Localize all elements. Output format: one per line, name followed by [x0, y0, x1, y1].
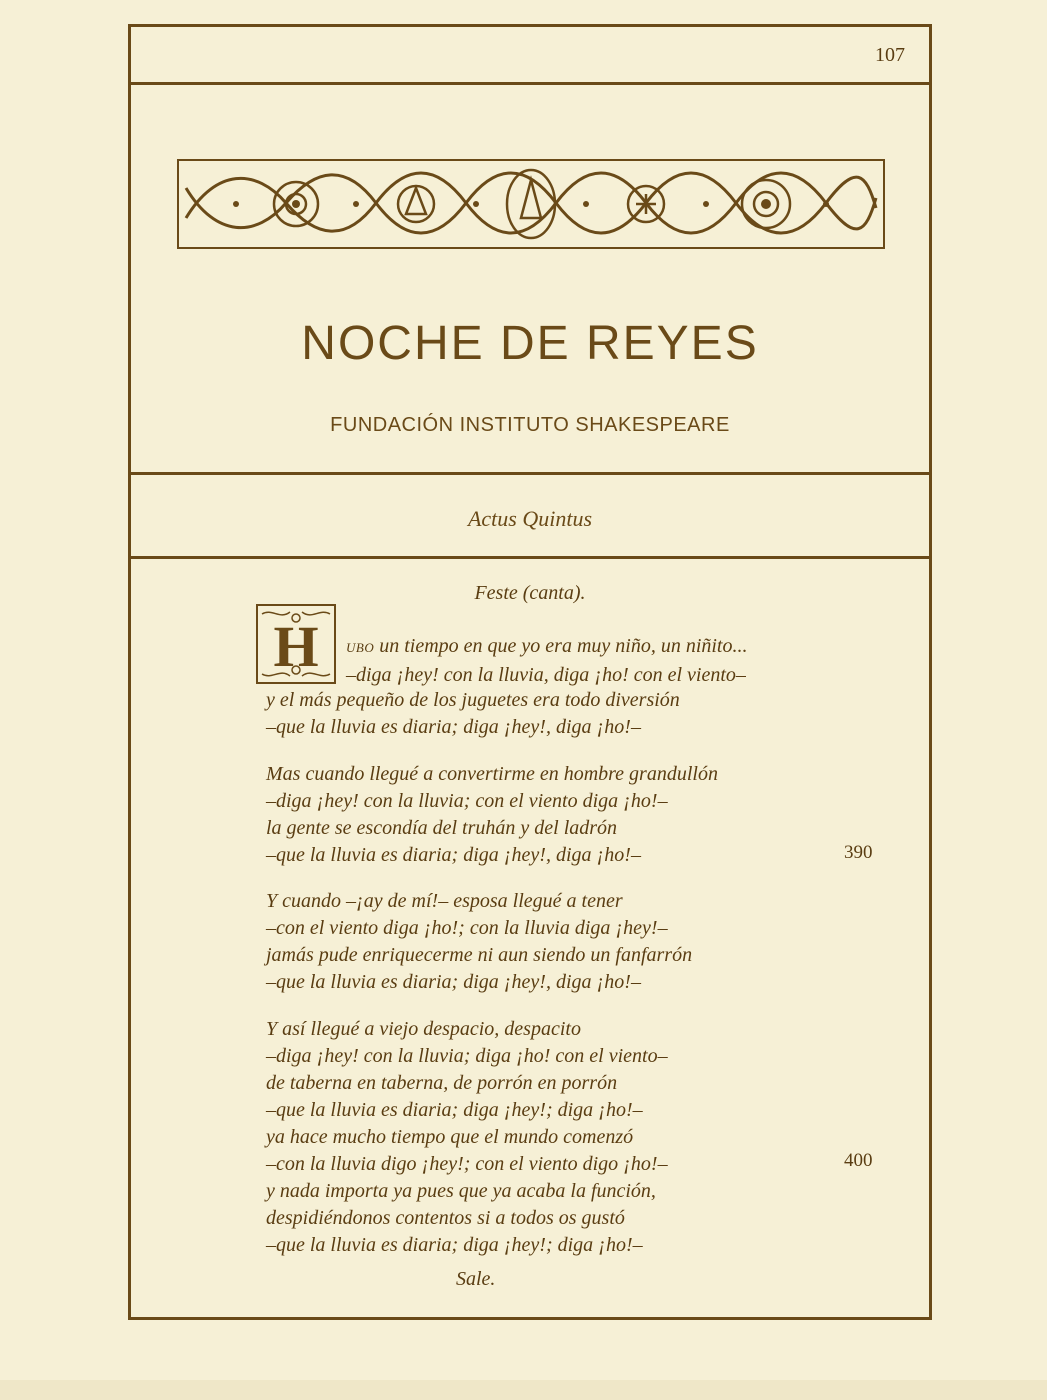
verse-line: Y así llegué a viejo despacio, despacito [266, 1018, 581, 1040]
dropcap-letter: H [273, 614, 319, 679]
verse-line: y el más pequeño de los juguetes era todo diversión [266, 689, 680, 711]
ornamental-headpiece-icon [176, 158, 886, 250]
verse-line: la gente se escondía del truhán y del ladrón [266, 817, 618, 839]
verse-line: Mas cuando llegué a convertirme en hombre grandullón [266, 763, 718, 785]
stanza-2 [266, 761, 718, 869]
line-number-400: 400 [844, 1150, 873, 1171]
verse-line: de taberna en taberna, de porrón en porrón [266, 1072, 618, 1094]
verse-first-line [346, 635, 748, 658]
page-number: 107 [875, 44, 905, 66]
first-line-rest: un tiempo en que yo era muy niño, un niñito... [374, 635, 748, 657]
verse-line: y nada importa ya pues que ya acaba la función, [266, 1180, 656, 1202]
verse-line: –que la lluvia es diaria; diga ¡hey!, diga ¡ho!– [266, 716, 641, 738]
header-rule [128, 82, 929, 85]
act-rule [128, 556, 929, 559]
paper-edge [0, 1380, 1047, 1400]
dropcap-h-icon [256, 604, 336, 684]
stanza-4 [266, 1016, 668, 1259]
verse-line: despidiéndonos contentos si a todos os gustó [266, 1207, 625, 1229]
verse-line: –diga ¡hey! con la lluvia, diga ¡ho! con el viento– [346, 664, 746, 686]
title-rule [128, 472, 929, 475]
verse-line: –que la lluvia es diaria; diga ¡hey!; diga ¡ho!– [266, 1234, 643, 1256]
stanza-1-rest [266, 687, 680, 741]
publisher: FUNDACIÓN INSTITUTO SHAKESPEARE [330, 414, 730, 436]
verse-line: –con la lluvia digo ¡hey!; con el viento digo ¡ho!– [266, 1153, 668, 1175]
verse-line: –con el viento diga ¡ho!; con la lluvia diga ¡hey!– [266, 917, 668, 939]
verse-line: –que la lluvia es diaria; diga ¡hey!, diga ¡ho!– [266, 844, 641, 866]
play-title: NOCHE DE REYES [301, 317, 759, 370]
verse-line: –diga ¡hey! con la lluvia; con el viento diga ¡ho!– [266, 790, 668, 812]
act-heading: Actus Quintus [467, 506, 593, 531]
stage-direction-exit: Sale. [456, 1268, 496, 1290]
verse-line: Y cuando –¡ay de mí!– esposa llegué a tener [266, 890, 623, 912]
verse-indented-lines [346, 662, 746, 689]
line-number-390: 390 [844, 842, 873, 863]
verse-line: ya hace mucho tiempo que el mundo comenzó [266, 1126, 634, 1148]
first-line-smallcaps: UBO [346, 640, 375, 655]
verse-line: –que la lluvia es diaria; diga ¡hey!; diga ¡ho!– [266, 1099, 643, 1121]
verse-line: –diga ¡hey! con la lluvia; diga ¡ho! con el viento– [266, 1045, 668, 1067]
stanza-3 [266, 888, 692, 996]
speaker-direction: Feste (canta). [474, 582, 586, 604]
verse-line: jamás pude enriquecerme ni aun siendo un fanfarrón [266, 944, 693, 966]
verse-line: –que la lluvia es diaria; diga ¡hey!, diga ¡ho!– [266, 971, 641, 993]
